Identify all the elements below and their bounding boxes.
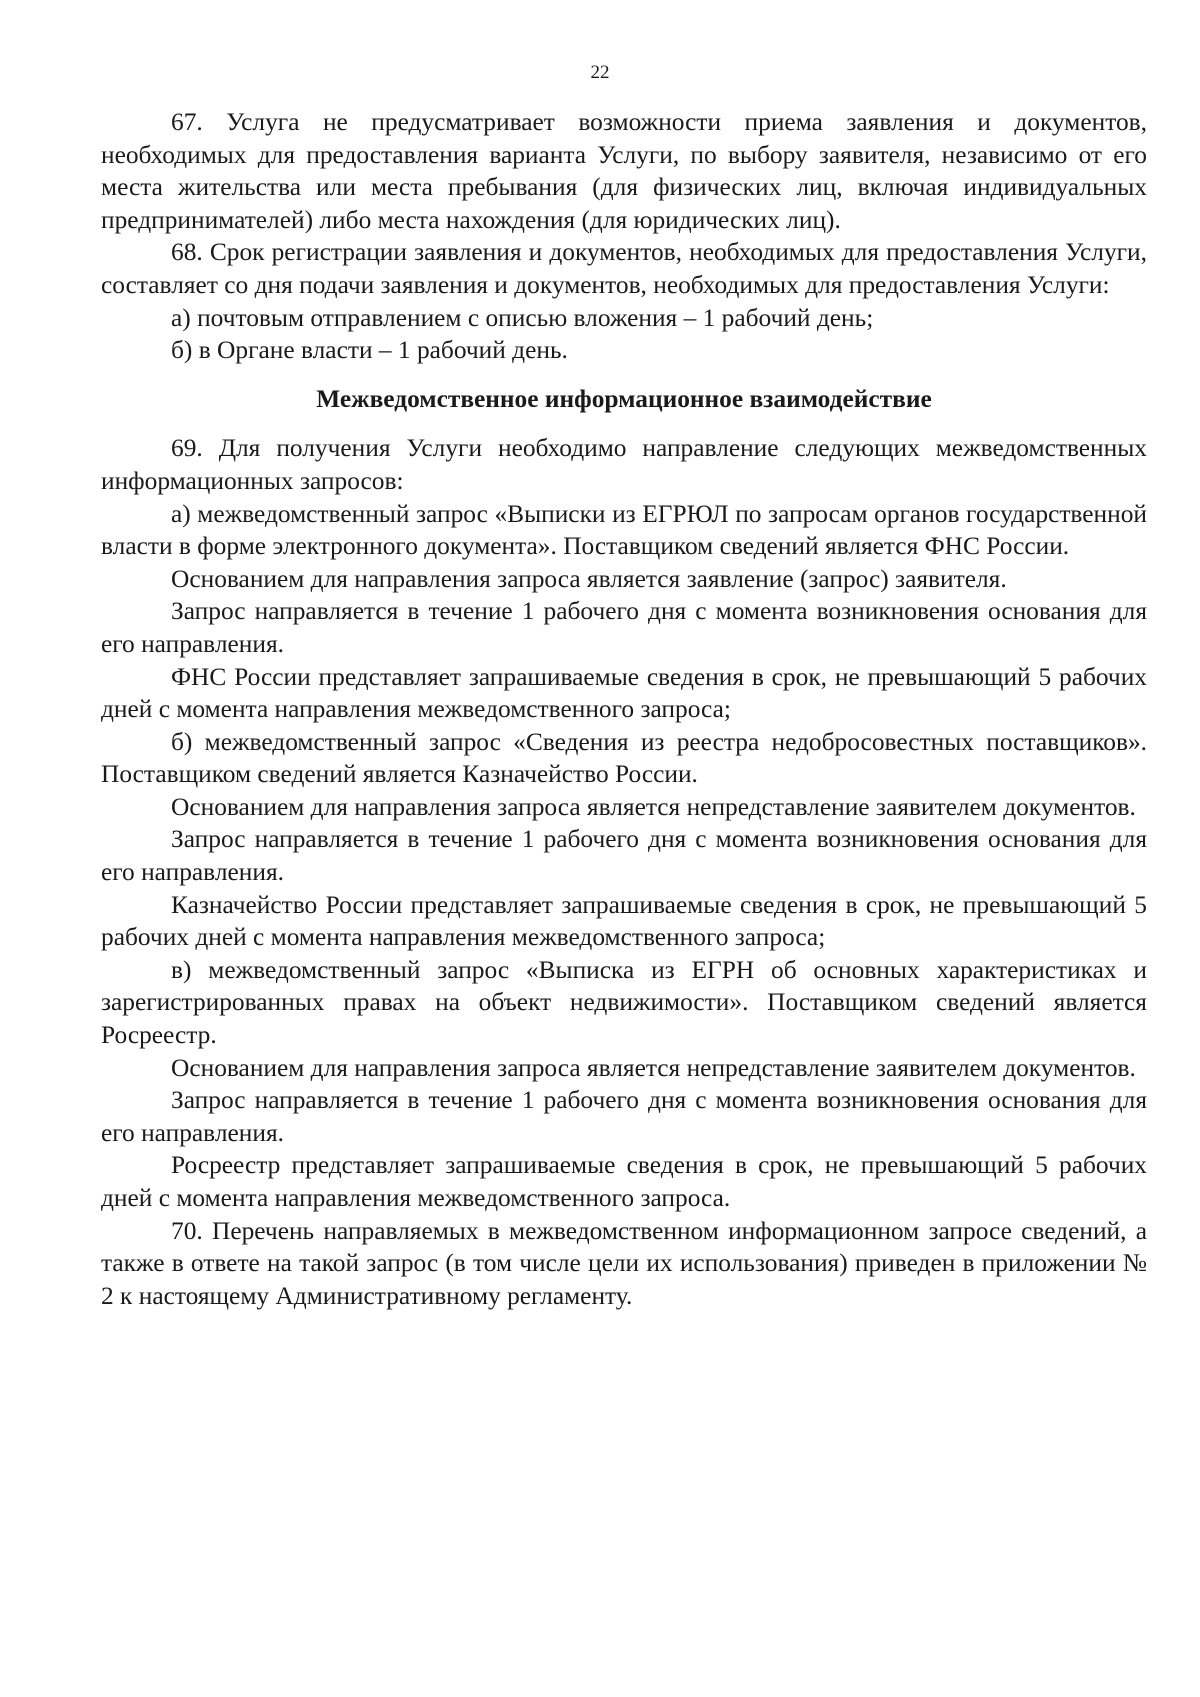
paragraph-68-item-a: а) почтовым отправлением с описью вложения – 1 рабочий день; <box>171 303 874 332</box>
paragraph-69-item-b: б) межведомственный запрос «Сведения из реестра недобросовестных поставщиков». Поставщиком сведений является Казначейство России. <box>101 727 1147 789</box>
paragraph-69-a-response: ФНС России представляет запрашиваемые сведения в срок, не превышающий 5 рабочих дней с момента направления межведомственного запроса; <box>101 662 1147 724</box>
paragraph-69-a-basis: Основанием для направления запроса является заявление (запрос) заявителя. <box>171 564 1007 593</box>
paragraph-69-v-response: Росреестр представляет запрашиваемые сведения в срок, не превышающий 5 рабочих дней с момента направления межведомственного запроса. <box>101 1151 1147 1212</box>
page-number: 22 <box>590 62 610 83</box>
paragraph-68: 68. Срок регистрации заявления и документов, необходимых для предоставления Услуги, составляет со дня подачи заявления и документов, необходимых для предоставления Услуги: <box>101 238 1147 299</box>
section-heading: Межведомственное информационное взаимодействие <box>316 384 932 413</box>
paragraph-69-b-timing: Запрос направляется в течение 1 рабочего дня с момента возникновения основания для его направления. <box>101 825 1147 887</box>
paragraph-69-item-v: в) межведомственный запрос «Выписка из ЕГРН об основных характеристиках и зарегистрированных правах на объект недвижимости». Поставщиком сведений является Росреестр. <box>101 955 1147 1050</box>
paragraph-70: 70. Перечень направляемых в межведомственном информационном запросе сведений, а также в ответе на такой запрос (в том числе цели их использования) приведен в приложении № 2 к настоящему Административному регламенту. <box>101 1216 1147 1310</box>
paragraph-69-v-basis: Основанием для направления запроса является непредставление заявителем документов. <box>171 1053 1136 1082</box>
paragraph-68-item-b: б) в Органе власти – 1 рабочий день. <box>171 336 568 365</box>
paragraph-67: 67. Услуга не предусматривает возможности приема заявления и документов, необходимых для предоставления варианта Услуги, по выбору заявителя, независимо от его места жительства или места пребывания (для физических лиц, включая индивидуальных предпринимателей) либо места нахождения (для юридических лиц). <box>101 108 1147 234</box>
paragraph-69-b-basis: Основанием для направления запроса является непредставление заявителем документов. <box>171 792 1136 821</box>
paragraph-69-a-timing: Запрос направляется в течение 1 рабочего дня с момента возникновения основания для его направления. <box>101 597 1147 658</box>
paragraph-69: 69. Для получения Услуги необходимо направление следующих межведомственных информационных запросов: <box>101 434 1147 495</box>
document-body <box>101 106 1147 1312</box>
paragraph-69-item-a: а) межведомственный запрос «Выписки из ЕГРЮЛ по запросам органов государственной власти в форме электронного документа». Поставщиком сведений является ФНС России. <box>101 499 1147 561</box>
paragraph-69-b-response: Казначейство России представляет запрашиваемые сведения в срок, не превышающий 5 рабочих дней с момента направления межведомственного запроса; <box>101 890 1147 952</box>
paragraph-69-v-timing: Запрос направляется в течение 1 рабочего дня с момента возникновения основания для его направления. <box>101 1086 1147 1147</box>
